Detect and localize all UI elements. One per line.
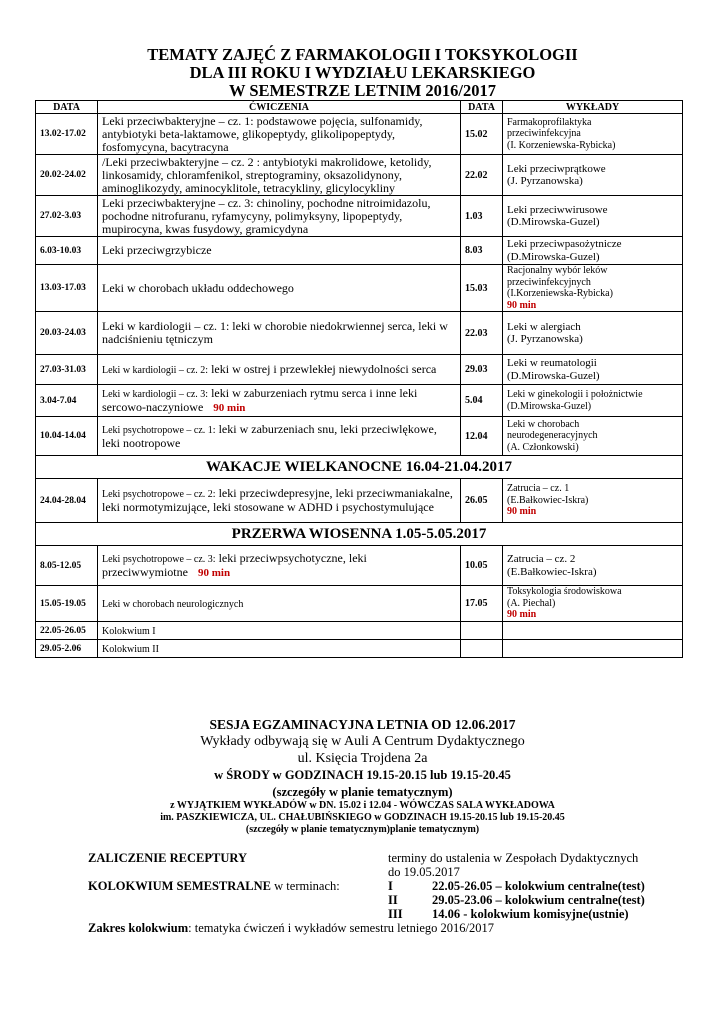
duration-badge: 90 min bbox=[507, 506, 537, 518]
exercise-date: 10.04-14.04 bbox=[36, 417, 98, 456]
exercise-topic: leki przeciwpsychotyczne, leki przeciwwymiotne bbox=[102, 550, 367, 579]
table-row bbox=[36, 546, 683, 586]
lecture-line: Leki w reumatologii bbox=[507, 357, 597, 369]
duration-badge: 90 min bbox=[197, 566, 231, 579]
lecture-line: (D.Mirowska-Guzel) bbox=[507, 369, 600, 382]
exercise-date: 15.05-19.05 bbox=[36, 586, 98, 622]
exercise-cell bbox=[98, 546, 461, 586]
lecture-cell bbox=[503, 114, 683, 155]
header-exercises: ĆWICZENIA bbox=[98, 101, 461, 114]
exercise-topic: leki w ostrej i przewlekłej niewydolności serca bbox=[208, 361, 437, 376]
exercise-cell bbox=[98, 385, 461, 417]
exercise-cell bbox=[98, 640, 461, 658]
lecture-line: (I. Korzeniewska-Rybicka) bbox=[507, 139, 616, 151]
header-lectures: WYKŁADY bbox=[503, 101, 683, 114]
receptury-label: ZALICZENIE RECEPTURY bbox=[88, 851, 247, 865]
receptury-text: terminy do ustalenia w Zespołach Dydaktycznych bbox=[388, 851, 639, 865]
lecture-cell bbox=[503, 417, 683, 456]
exercise-date: 27.03-31.03 bbox=[36, 355, 98, 385]
exercise-cell bbox=[98, 312, 461, 355]
exercise-part-label: Leki psychotropowe – cz. 3: bbox=[102, 553, 216, 565]
lecture-cell bbox=[503, 155, 683, 196]
kolokwium-label-line bbox=[88, 879, 340, 894]
exercise-part-label: Leki w kardiologii – cz. 2: bbox=[102, 364, 209, 376]
exercise-cell bbox=[98, 237, 461, 265]
kolokwium-label: KOLOKWIUM SEMESTRALNE bbox=[88, 879, 272, 893]
table-row bbox=[36, 479, 683, 523]
lecture-line: neurodegeneracyjnych bbox=[507, 430, 598, 442]
exercise-part-label: Leki psychotropowe – cz. 2: bbox=[102, 489, 216, 500]
lecture-time: w ŚRODY w GODZINACH 19.15-20.15 lub 19.15-20.45 bbox=[214, 768, 511, 782]
lecture-line: (A. Piechal) bbox=[507, 597, 556, 609]
exercise-date: 24.04-28.04 bbox=[36, 479, 98, 523]
lecture-date: 22.02 bbox=[461, 155, 503, 196]
exercise-topic: Leki przeciwbakteryjne – cz. 1: podstawowe pojęcia, sulfonamidy, antybiotyki beta-laktamowe, glikopeptydy, glikolipopeptydy, fosfomycyna, bacytracyna bbox=[102, 113, 423, 154]
lecture-line: (J. Pyrzanowska) bbox=[507, 175, 583, 187]
session-heading: SESJA EGZAMINACYJNA LETNIA OD 12.06.2017 bbox=[209, 717, 516, 732]
exercise-cell bbox=[98, 265, 461, 312]
table-header-row bbox=[36, 101, 683, 114]
exercise-date: 6.03-10.03 bbox=[36, 237, 98, 265]
duration-badge: 90 min bbox=[507, 299, 537, 311]
lecture-date: 1.03 bbox=[461, 196, 503, 237]
banner-row bbox=[36, 523, 683, 546]
lecture-date bbox=[461, 640, 503, 658]
table-row bbox=[36, 237, 683, 265]
exercise-topic: Leki przeciwbakteryjne – cz. 3: chinoliny, pochodne nitroimidazolu, pochodne nitrofuranu, ryfamycyny, polimyksyny, lipopeptydy, mupirocyna, kwas fusydowy, gramicydyna bbox=[102, 195, 431, 236]
zakres-line bbox=[88, 921, 494, 936]
exercise-date: 20.02-24.02 bbox=[36, 155, 98, 196]
lecture-cell bbox=[503, 640, 683, 658]
doc-title-line2: DLA III ROKU I WYDZIAŁU LEKARSKIEGO bbox=[189, 63, 536, 82]
lecture-details-note: (szczegóły w planie tematycznym) bbox=[272, 785, 453, 799]
zakres-text: : tematyka ćwiczeń i wykładów semestru letniego 2016/2017 bbox=[188, 921, 494, 935]
table-row bbox=[36, 312, 683, 355]
lecture-date: 12.04 bbox=[461, 417, 503, 456]
exercise-date: 22.05-26.05 bbox=[36, 622, 98, 640]
exercise-cell bbox=[98, 479, 461, 523]
doc-title-line3: W SEMESTRZE LETNIM 2016/2017 bbox=[229, 81, 496, 100]
exercise-cell bbox=[98, 622, 461, 640]
exercise-cell bbox=[98, 155, 461, 196]
lecture-cell bbox=[503, 479, 683, 523]
header-date2: DATA bbox=[461, 101, 503, 114]
lecture-date bbox=[461, 622, 503, 640]
exercise-topic: leki przeciwdepresyjne, leki przeciwmaniakalne, leki normotymizujące, leki stosowane w ADHD i psychostymulujące bbox=[102, 486, 453, 514]
lecture-line: (D.Mirowska-Guzel) bbox=[507, 216, 600, 228]
exercise-part-label: Leki w kardiologii – cz. 3: bbox=[102, 388, 209, 400]
table-row bbox=[36, 417, 683, 456]
exercise-date: 27.02-3.03 bbox=[36, 196, 98, 237]
exercise-topic: leki w zaburzeniach snu, leki przeciwlękowe, leki nootropowe bbox=[102, 421, 437, 450]
lecture-cell bbox=[503, 312, 683, 355]
lecture-cell bbox=[503, 265, 683, 312]
duration-badge: 90 min bbox=[213, 401, 246, 414]
table-row bbox=[36, 114, 683, 155]
table-row bbox=[36, 385, 683, 417]
lecture-line: Leki przeciwprątkowe bbox=[507, 162, 606, 175]
exercise-part-label: Kolokwium II bbox=[102, 643, 159, 655]
lecture-date: 8.03 bbox=[461, 237, 503, 265]
exercise-topic: Leki w kardiologii – cz. 1: leki w chorobie niedokrwiennej serca, leki w nadciśnieniu tętniczym bbox=[102, 319, 448, 346]
term-number: I bbox=[388, 879, 393, 893]
exercise-part-label: Kolokwium I bbox=[102, 625, 156, 637]
exercise-topic: Leki przeciwgrzybicze bbox=[102, 243, 212, 257]
lecture-line: (A. Członkowski) bbox=[507, 441, 579, 453]
lecture-cell bbox=[503, 586, 683, 622]
exercise-date: 8.05-12.05 bbox=[36, 546, 98, 586]
exception-details-note: (szczegóły w planie tematycznym)planie tematycznym) bbox=[245, 824, 480, 835]
lecture-line: Toksykologia środowiskowa bbox=[507, 586, 622, 598]
lecture-date: 29.03 bbox=[461, 355, 503, 385]
lecture-line: Zatrucia – cz. 1 bbox=[507, 483, 570, 495]
term-text: 22.05-26.05 – kolokwium centralne(test) bbox=[432, 879, 645, 893]
lecture-date: 15.02 bbox=[461, 114, 503, 155]
lecture-date: 22.03 bbox=[461, 312, 503, 355]
lecture-date: 5.04 bbox=[461, 385, 503, 417]
exercise-date: 20.03-24.03 bbox=[36, 312, 98, 355]
table-row bbox=[36, 155, 683, 196]
exercise-cell bbox=[98, 196, 461, 237]
lecture-date: 10.05 bbox=[461, 546, 503, 586]
exercise-date: 13.02-17.02 bbox=[36, 114, 98, 155]
table-row bbox=[36, 622, 683, 640]
term-text: 14.06 - kolokwium komisyjne(ustnie) bbox=[432, 907, 629, 921]
exercise-topic: Leki w chorobach układu oddechowego bbox=[102, 280, 294, 295]
exercise-part-label: Leki w chorobach neurologicznych bbox=[102, 598, 244, 610]
lecture-line: przeciwinfekcyjnych bbox=[507, 276, 591, 288]
lecture-line: Leki w ginekologii i położnictwie bbox=[507, 389, 643, 400]
spring-break-banner: PRZERWA WIOSENNA 1.05-5.05.2017 bbox=[36, 523, 683, 546]
lecture-line: Leki w alergiach bbox=[507, 320, 581, 333]
lecture-line: (I.Korzeniewska-Rybicka) bbox=[507, 288, 613, 299]
lecture-line: (D.Mirowska-Guzel) bbox=[507, 400, 592, 412]
lecture-line: (E.Bałkowiec-Iskra) bbox=[507, 494, 589, 506]
lecture-date: 15.03 bbox=[461, 265, 503, 312]
schedule-table bbox=[35, 100, 683, 658]
banner-row bbox=[36, 456, 683, 479]
table-row bbox=[36, 355, 683, 385]
easter-break-banner: WAKACJE WIELKANOCNE 16.04-21.04.2017 bbox=[36, 456, 683, 479]
exception-location: im. PASZKIEWICZA, UL. CHAŁUBIŃSKIEGO w GODZINACH 19.15-20.15 lub 19.15-20.45 bbox=[160, 812, 565, 823]
exercise-cell bbox=[98, 114, 461, 155]
exercise-cell bbox=[98, 417, 461, 456]
term-number: II bbox=[388, 893, 398, 907]
table-row bbox=[36, 586, 683, 622]
lecture-cell bbox=[503, 237, 683, 265]
kolokwium-suffix: w terminach: bbox=[271, 879, 340, 893]
lecture-line: Leki przeciwpasożytnicze bbox=[507, 238, 622, 250]
exercise-date: 3.04-7.04 bbox=[36, 385, 98, 417]
doc-title-line1: TEMATY ZAJĘĆ Z FARMAKOLOGII I TOKSYKOLOGII bbox=[147, 45, 578, 64]
lecture-line: (D.Mirowska-Guzel) bbox=[507, 250, 600, 263]
lecture-cell bbox=[503, 546, 683, 586]
lecture-location: Wykłady odbywają się w Auli A Centrum Dydaktycznego bbox=[200, 734, 525, 749]
lecture-line: Leki przeciwwirusowe bbox=[507, 203, 608, 216]
receptury-deadline: do 19.05.2017 bbox=[388, 865, 460, 879]
term-number: III bbox=[388, 907, 403, 921]
exercise-cell bbox=[98, 586, 461, 622]
lecture-line: przeciwinfekcyjna bbox=[507, 128, 581, 140]
lecture-cell bbox=[503, 385, 683, 417]
lecture-cell bbox=[503, 355, 683, 385]
exercise-part-label: Leki psychotropowe – cz. 1: bbox=[102, 424, 216, 436]
lecture-line: Racjonalny wybór leków bbox=[507, 265, 608, 276]
exercise-date: 13.03-17.03 bbox=[36, 265, 98, 312]
lecture-line: Leki w chorobach bbox=[507, 418, 580, 430]
lecture-address: ul. Księcia Trojdena 2a bbox=[297, 751, 428, 766]
header-date: DATA bbox=[36, 101, 98, 114]
lecture-date: 26.05 bbox=[461, 479, 503, 523]
term-text: 29.05-23.06 – kolokwium centralne(test) bbox=[432, 893, 645, 907]
table-row bbox=[36, 196, 683, 237]
zakres-label: Zakres kolokwium bbox=[88, 921, 189, 935]
lecture-line: Farmakoprofilaktyka bbox=[507, 116, 592, 128]
exercise-cell bbox=[98, 355, 461, 385]
table-row bbox=[36, 640, 683, 658]
lecture-line: (J. Pyrzanowska) bbox=[507, 333, 583, 345]
exercise-topic: /Leki przeciwbakteryjne – cz. 2 : antybiotyki makrolidowe, ketolidy, linkosamidy, chloramfenikol, streptograminy, oksazolidynony, aminoglikozydy, aminocyklitole, tetracykliny, glicylocykliny bbox=[102, 154, 432, 195]
exercise-topic: leki w zaburzeniach rytmu serca i inne leki sercowo-naczyniowe bbox=[102, 385, 418, 414]
duration-badge: 90 min bbox=[507, 609, 537, 621]
lecture-date: 17.05 bbox=[461, 586, 503, 622]
exercise-date: 29.05-2.06 bbox=[36, 640, 98, 658]
lecture-cell bbox=[503, 622, 683, 640]
exception-note: z WYJĄTKIEM WYKŁADÓW w DN. 15.02 i 12.04 - WÓWCZAS SALA WYKŁADOWA bbox=[170, 800, 555, 811]
lecture-line: (E.Bałkowiec-Iskra) bbox=[507, 565, 597, 578]
lecture-cell bbox=[503, 196, 683, 237]
lecture-line: Zatrucia – cz. 2 bbox=[507, 553, 576, 565]
table-row bbox=[36, 265, 683, 312]
